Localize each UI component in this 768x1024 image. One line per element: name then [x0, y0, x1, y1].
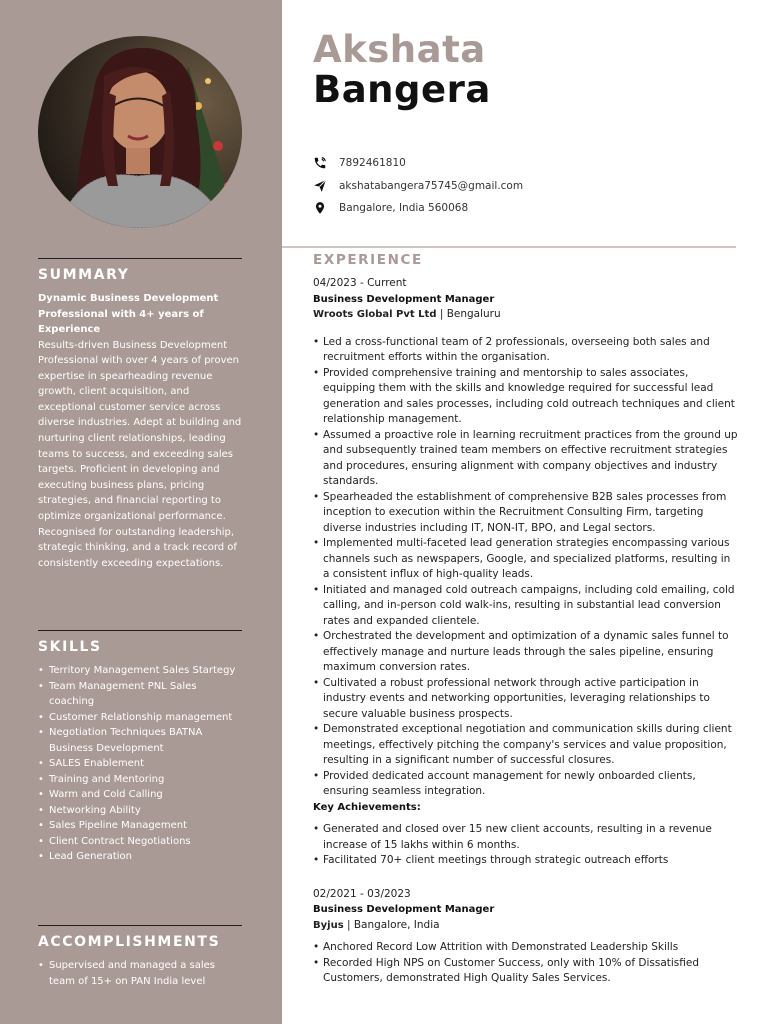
divider	[38, 258, 242, 259]
job-entry	[313, 276, 738, 869]
summary-section	[38, 258, 242, 571]
job-bullets	[313, 335, 738, 800]
sidebar	[0, 0, 282, 1024]
skills-list	[38, 663, 242, 865]
summary-heading: SUMMARY	[38, 267, 130, 283]
contact-location	[313, 197, 523, 220]
location-pin-icon	[313, 201, 327, 215]
skills-heading: SKILLS	[38, 639, 102, 655]
email-text: akshatabangera75745@gmail.com	[339, 179, 524, 192]
skill-item: • Negotiation Techniques BATNA Business Development	[38, 725, 242, 756]
job-bullet: • Demonstrated exceptional negotiation and communication skills during client meetings, effectively pitching the company's services and value proposition, resulting in a significant number of successful closures.	[313, 722, 738, 769]
job-bullet: • Assumed a proactive role in learning recruitment practices from the ground up and subsequently trained team members on effective recruitment strategies and procedures, ensuring alignment with company objectives and industry standards.	[313, 428, 738, 490]
skill-item: • Sales Pipeline Management	[38, 818, 242, 834]
send-icon	[313, 179, 327, 193]
job-company-line	[313, 307, 738, 323]
skill-item: • Training and Mentoring	[38, 772, 242, 788]
skill-item: • Territory Management Sales Startegy	[38, 663, 242, 679]
job-bullet: • Provided comprehensive training and mentorship to sales associates, equipping them with the skills and knowledge required for successful lead generation and sales processes, including cold outreach techniques and client relationship management.	[313, 366, 738, 428]
achievement-bullet: • Generated and closed over 15 new client accounts, resulting in a revenue increase of 15 lakhs within 6 months.	[313, 822, 738, 853]
job-bullet: • Recorded High NPS on Customer Success, only with 10% of Dissatisfied Customers, demonstrated High Quality Sales Services.	[313, 956, 738, 987]
divider	[38, 630, 242, 631]
job-company: Wroots Global Pvt Ltd	[313, 309, 437, 320]
contact-block	[313, 152, 523, 220]
name-block	[313, 30, 491, 110]
skill-item: • Warm and Cold Calling	[38, 787, 242, 803]
phone-icon	[313, 156, 327, 170]
skill-item: • Lead Generation	[38, 849, 242, 865]
accomplishments-section	[38, 925, 242, 989]
summary-body: Results-driven Business Development Professional with over 4 years of proven expertise in spearheading revenue growth, client acquisition, and exceptional customer service across diverse industries. Adept at building and nurturing client relationships, leading teams to success, and exceeding sales targets. Proficient in developing and executing business plans, pricing strategies, and financial reporting to optimize organizational performance. Recognised for outstanding leadership, strategic thinking, and a track record of consistently exceeding expectations.	[38, 339, 242, 569]
last-name: Bangera	[313, 68, 491, 111]
job-date: 02/2021 - 03/2023	[313, 887, 411, 900]
job-location: | Bangalore, India	[343, 918, 440, 931]
job-company-line	[313, 918, 738, 934]
job-bullet: • Provided dedicated account management for newly onboarded clients, ensuring seamless integration.	[313, 769, 738, 800]
job-title: Business Development Manager	[313, 293, 495, 305]
job-entry	[313, 887, 738, 987]
job-bullet: • Anchored Record Low Attrition with Demonstrated Leadership Skills	[313, 940, 738, 956]
key-achievements-label: Key Achievements:	[313, 801, 421, 813]
experience-heading: EXPERIENCE	[313, 252, 423, 268]
skills-section	[38, 630, 242, 865]
divider	[38, 925, 242, 926]
summary-title: Dynamic Business Development Professional with 4+ years of Experience	[38, 293, 219, 335]
first-name: Akshata	[313, 28, 486, 71]
job-bullet: • Implemented multi-faceted lead generation strategies encompassing various channels such as newspapers, Google, and specialized platforms, resulting in a consistent influx of high-quality leads.	[313, 536, 738, 583]
accomplishment-item: • Supervised and managed a sales team of 15+ on PAN India level	[38, 958, 242, 989]
skill-item: • Team Management PNL Sales coaching	[38, 679, 242, 710]
contact-phone	[313, 152, 523, 175]
phone-text: 7892461810	[339, 157, 406, 170]
accomplishments-list	[38, 958, 242, 989]
skill-item: • SALES Enablement	[38, 756, 242, 772]
job-location: | Bengaluru	[436, 308, 501, 320]
skill-item: • Client Contract Negotiations	[38, 834, 242, 850]
contact-email	[313, 175, 523, 198]
location-text: Bangalore, India 560068	[339, 202, 469, 215]
key-achievements-list	[313, 822, 738, 869]
experience-section	[313, 252, 738, 987]
accomplishments-heading: ACCOMPLISHMENTS	[38, 934, 221, 950]
job-title: Business Development Manager	[313, 904, 495, 915]
job-bullet: • Led a cross-functional team of 2 professionals, overseeing both sales and recruitment efforts within the organisation.	[313, 335, 738, 366]
job-bullet: • Cultivated a robust professional network through active participation in industry events and networking opportunities, leveraging relationships to secure valuable business prospects.	[313, 676, 738, 723]
achievement-bullet: • Facilitated 70+ client meetings through strategic outreach efforts	[313, 853, 738, 869]
avatar	[38, 36, 242, 228]
job-bullet: • Spearheaded the establishment of comprehensive B2B sales processes from inception to execution within the Recruitment Consulting Firm, targeting diverse industries including IT, NON-IT, BPO, and Legal sectors.	[313, 490, 738, 537]
job-bullet: • Orchestrated the development and optimization of a dynamic sales funnel to effectively manage and nurture leads through the sales pipeline, ensuring maximum conversion rates.	[313, 629, 738, 676]
header-divider	[282, 246, 736, 248]
skill-item: • Networking Ability	[38, 803, 242, 819]
job-date: 04/2023 - Current	[313, 277, 407, 289]
profile-photo	[38, 36, 242, 228]
job-bullets	[313, 940, 738, 987]
job-bullet: • Initiated and managed cold outreach campaigns, including cold emailing, cold calling, and in-person cold walk-ins, resulting in substantial lead conversion rates and expanded clientele.	[313, 583, 738, 630]
job-company: Byjus	[313, 919, 344, 931]
skill-item: • Customer Relationship management	[38, 710, 242, 726]
